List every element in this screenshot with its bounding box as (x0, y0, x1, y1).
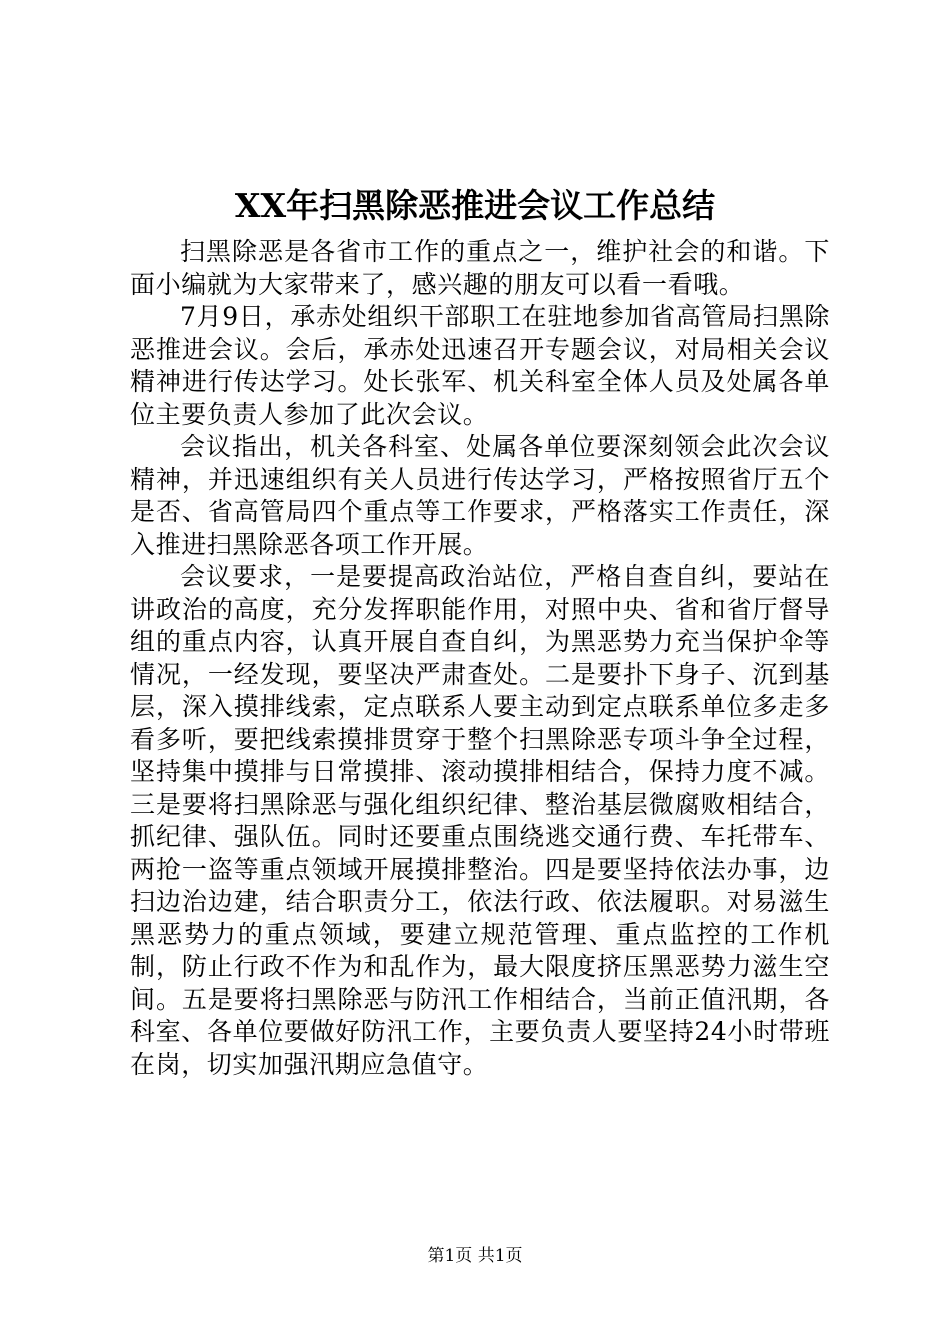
document-body (130, 236, 830, 1081)
paragraph-requirements: 会议要求，一是要提高政治站位，严格自查自纠，要站在讲政治的高度，充分发挥职能作用，对照中央、省和省厅督导组的重点内容，认真开展自查自纠，为黑恶势力充当保护伞等情况，一经发现，要坚决严肃查处。二是要扑下身子、沉到基层，深入摸排线索，定点联系人要主动到定点联系单位多走多看多听，要把线索摸排贯穿于整个扫黑除恶专项斗争全过程，坚持集中摸排与日常摸排、滚动摸排相结合，保持力度不减。三是要将扫黑除恶与强化组织纪律、整治基层微腐败相结合，抓纪律、强队伍。同时还要重点围绕逃交通行费、车托带车、两抢一盗等重点领域开展摸排整治。四是要坚持依法办事，边扫边治边建，结合职责分工，依法行政、依法履职。对易滋生黑恶势力的重点领域，要建立规范管理、重点监控的工作机制，防止行政不作为和乱作为，最大限度挤压黑恶势力滋生空间。五是要将扫黑除恶与防汛工作相结合，当前正值汛期，各科室、各单位要做好防汛工作，主要负责人要坚持24小时带班在岗，切实加强汛期应急值守。 (130, 562, 830, 1079)
paragraph-intro: 扫黑除恶是各省市工作的重点之一，维护社会的和谐。下面小编就为大家带来了，感兴趣的朋友可以看一看哦。 (130, 237, 830, 299)
paragraph-meeting: 7月9日，承赤处组织干部职工在驻地参加省高管局扫黑除恶推进会议。会后，承赤处迅速召开专题会议，对局相关会议精神进行传达学习。处长张军、机关科室全体人员及处属各单位主要负责人参加了此次会议。 (130, 302, 830, 429)
page-footer: 第1页 共1页 (427, 1246, 523, 1266)
paragraph-points: 会议指出，机关各科室、处属各单位要深刻领会此次会议精神，并迅速组织有关人员进行传达学习，严格按照省厅五个是否、省高管局四个重点等工作要求，严格落实工作责任，深入推进扫黑除恶各项工作开展。 (130, 432, 830, 559)
document-title: XX年扫黑除恶推进会议工作总结 (234, 186, 716, 225)
